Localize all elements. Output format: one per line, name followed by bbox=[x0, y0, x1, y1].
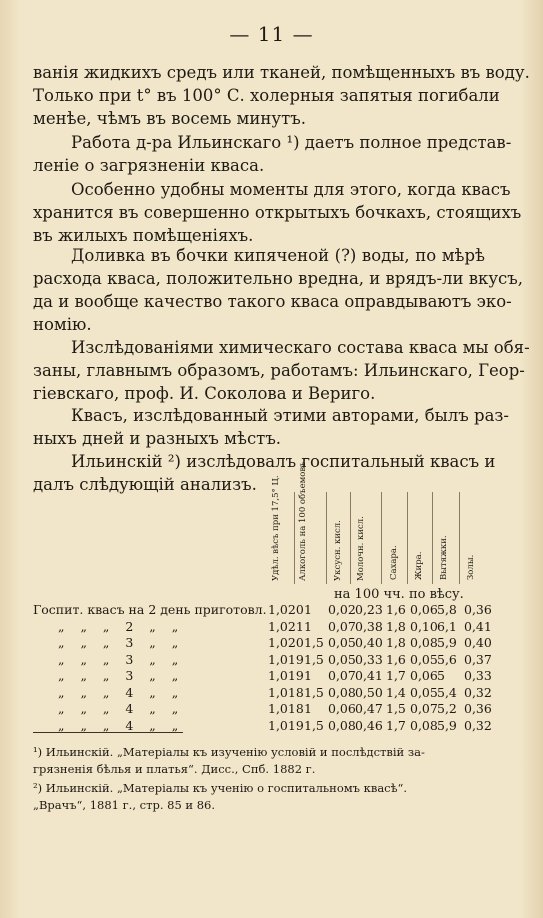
table-cell: 1 bbox=[304, 602, 312, 617]
table-cell: 1,019 bbox=[268, 651, 304, 667]
table-cell: 0,23 bbox=[355, 602, 383, 617]
footnote-line: ¹) Ильинскій. „Матеріалы къ изученію условій и послѣдствій за- bbox=[33, 745, 425, 759]
column-header: Жира. bbox=[414, 551, 424, 580]
table-cell: 1,020 bbox=[268, 635, 304, 650]
row-label: „ „ „ 4 „ „ bbox=[58, 717, 179, 733]
text-line: далъ слѣдующій анализъ. bbox=[33, 475, 257, 494]
table-cell: 1,019 bbox=[268, 668, 304, 683]
table-cell: 0,33 bbox=[355, 651, 383, 667]
table-cell: 0,07 bbox=[410, 701, 438, 716]
table-cell: 5,6 bbox=[437, 651, 457, 667]
table-cell: 1,5 bbox=[304, 635, 324, 650]
page-number: — 11 — bbox=[229, 22, 314, 46]
text-line: хранится въ совершенно открытыхъ бочкахъ, стоящихъ bbox=[33, 203, 522, 222]
table-cell: 1,020 bbox=[268, 602, 304, 617]
table-cell: 0,38 bbox=[355, 618, 383, 634]
table-cell: 0,36 bbox=[464, 602, 492, 617]
table-cell: 0,06 bbox=[410, 668, 438, 683]
text-line: номію. bbox=[33, 315, 92, 334]
table-cell: 0,41 bbox=[464, 618, 492, 634]
table-cell: 0,07 bbox=[328, 618, 356, 634]
table-cell: 5,9 bbox=[437, 717, 457, 733]
text-line: ванія жидкихъ средъ или тканей, помѣщенныхъ въ воду. bbox=[33, 63, 530, 82]
table-cell: 5,9 bbox=[437, 635, 457, 650]
table-cell: 1,5 bbox=[304, 717, 324, 733]
table-cell: 0,40 bbox=[464, 635, 492, 650]
table-cell: 1,018 bbox=[268, 701, 304, 716]
table-cell: 1,019 bbox=[268, 717, 304, 733]
table-cell: 0,10 bbox=[410, 618, 438, 634]
text-line: менѣе, чѣмъ въ восемь минутъ. bbox=[33, 109, 306, 128]
table-cell: 5,8 bbox=[437, 602, 457, 617]
row-label: „ „ „ 4 „ „ bbox=[58, 684, 179, 700]
table-cell: 1,8 bbox=[386, 635, 406, 650]
table-divider bbox=[407, 492, 408, 584]
table-cell: 0,07 bbox=[328, 668, 356, 683]
text-line: гіевскаго, проф. И. Соколова и Вериго. bbox=[33, 384, 376, 403]
column-header: Удѣл. вѣсъ при 17,5° Ц. bbox=[271, 475, 281, 581]
row-label: „ „ „ 2 „ „ bbox=[58, 618, 179, 634]
table-cell: 1,4 bbox=[386, 684, 406, 700]
text-line: Особенно удобны моменты для этого, когда квасъ bbox=[71, 180, 511, 199]
paragraph-4 bbox=[33, 244, 524, 336]
table-cell: 1,7 bbox=[386, 668, 406, 683]
table-cell: 1,5 bbox=[304, 651, 324, 667]
footnote-separator bbox=[33, 732, 183, 733]
text-line: Изслѣдованіями химическаго состава кваса мы обя- bbox=[71, 338, 530, 357]
table-cell: 1,6 bbox=[386, 651, 406, 667]
table-cell: 0,05 bbox=[328, 651, 356, 667]
row-label: „ „ „ 3 „ „ bbox=[58, 668, 179, 683]
text-line: леніе о загрязненіи кваса. bbox=[33, 156, 265, 175]
text-line: Работа д-ра Ильинскаго ¹) даетъ полное представ- bbox=[71, 133, 512, 152]
footnote-2 bbox=[33, 780, 485, 814]
table-divider bbox=[294, 492, 295, 584]
column-header: Алкоголь на 100 объемовъ. bbox=[298, 458, 308, 581]
footnote-1 bbox=[33, 744, 485, 778]
table-cell: 1,6 bbox=[386, 602, 406, 617]
text-line: расхода кваса, положительно вредна, и врядъ-ли вкусъ, bbox=[33, 269, 524, 288]
paragraph-2 bbox=[33, 131, 512, 177]
table-cell: 0,05 bbox=[410, 651, 438, 667]
table-row bbox=[0, 718, 543, 737]
row-label: „ „ „ 3 „ „ bbox=[58, 635, 179, 650]
table-cell: 1,8 bbox=[386, 618, 406, 634]
text-line: Только при t° въ 100° С. холерныя запятыя погибали bbox=[33, 86, 500, 105]
paragraph-7 bbox=[33, 450, 496, 496]
table-cell: 0,32 bbox=[464, 717, 492, 733]
table-cell: 6,1 bbox=[437, 618, 457, 634]
table-divider bbox=[326, 492, 327, 584]
table-cell: 1 bbox=[304, 701, 312, 716]
table-cell: 0,40 bbox=[355, 635, 383, 650]
text-line: заны, главнымъ образомъ, работамъ: Ильинскаго, Геор- bbox=[33, 361, 525, 380]
table-cell: 5,4 bbox=[437, 684, 457, 700]
table-cell: 1,5 bbox=[304, 684, 324, 700]
row-label: „ „ „ 4 „ „ bbox=[58, 701, 179, 716]
table-cell: 0,06 bbox=[410, 602, 438, 617]
table-cell: 0,05 bbox=[410, 684, 438, 700]
footnote-line: грязненія бѣлья и платья“. Дисс., Спб. 1882 г. bbox=[33, 762, 316, 776]
table-cell: 0,33 bbox=[464, 668, 492, 683]
unit-label: на 100 чч. по вѣсу. bbox=[334, 587, 464, 602]
table-cell: 0,02 bbox=[328, 602, 356, 617]
column-header: Уксусн. кисл. bbox=[333, 520, 343, 581]
table-cell: 0,05 bbox=[328, 635, 356, 650]
table-cell: 0,32 bbox=[464, 684, 492, 700]
table-cell: 0,36 bbox=[464, 701, 492, 716]
table-cell: 0,06 bbox=[328, 701, 356, 716]
row-label: Госпит. квасъ на 2 день приготовл. bbox=[33, 602, 267, 617]
footnote-line: ²) Ильинскій. „Матеріалы къ ученію о госпитальномъ квасѣ“. bbox=[33, 781, 408, 795]
table-cell: 5 bbox=[437, 668, 445, 683]
table-cell: 0,46 bbox=[355, 717, 383, 733]
table-cell: 0,50 bbox=[355, 684, 383, 700]
table-divider bbox=[350, 492, 351, 584]
table-cell: 1 bbox=[304, 668, 312, 683]
table-cell: 1,5 bbox=[386, 701, 406, 716]
text-line: Доливка въ бочки кипяченой (?) воды, по мѣрѣ bbox=[71, 246, 485, 265]
table-cell: 1 bbox=[304, 618, 312, 634]
table-cell: 0,08 bbox=[410, 635, 438, 650]
text-line: Ильинскій ²) изслѣдовалъ госпитальный квасъ и bbox=[71, 452, 496, 471]
table-cell: 1,021 bbox=[268, 618, 304, 634]
table-cell: 1,018 bbox=[268, 684, 304, 700]
row-label: „ „ „ 3 „ „ bbox=[58, 651, 179, 667]
table-cell: 0,08 bbox=[328, 684, 356, 700]
table-cell: 0,47 bbox=[355, 701, 383, 716]
column-header: Золы. bbox=[466, 554, 476, 580]
table-divider bbox=[459, 492, 460, 584]
table-cell: 0,08 bbox=[410, 717, 438, 733]
table-divider bbox=[432, 492, 433, 584]
table-cell: 0,41 bbox=[355, 668, 383, 683]
table-cell: 0,37 bbox=[464, 651, 492, 667]
text-line: Квасъ, изслѣдованный этими авторами, былъ раз- bbox=[71, 406, 509, 425]
text-line: да и вообще качество такого кваса оправдываютъ эко- bbox=[33, 292, 512, 311]
table-divider bbox=[381, 492, 382, 584]
table-cell: 0,08 bbox=[328, 717, 356, 733]
column-header: Сахара. bbox=[389, 545, 399, 580]
table-cell: 5,2 bbox=[437, 701, 457, 716]
text-line: въ жилыхъ помѣщеніяхъ. bbox=[33, 226, 254, 245]
column-header: Молочн. кисл. bbox=[356, 516, 366, 581]
paragraph-5 bbox=[33, 336, 530, 405]
table-cell: 1,7 bbox=[386, 717, 406, 733]
text-line: ныхъ дней и разныхъ мѣстъ. bbox=[33, 429, 282, 448]
footnote-line: „Врачъ“, 1881 г., стр. 85 и 86. bbox=[33, 798, 216, 812]
paragraph-1 bbox=[33, 61, 530, 130]
paragraph-6 bbox=[33, 404, 509, 450]
paragraph-3 bbox=[33, 178, 522, 247]
column-header: Вытяжки. bbox=[439, 535, 449, 580]
